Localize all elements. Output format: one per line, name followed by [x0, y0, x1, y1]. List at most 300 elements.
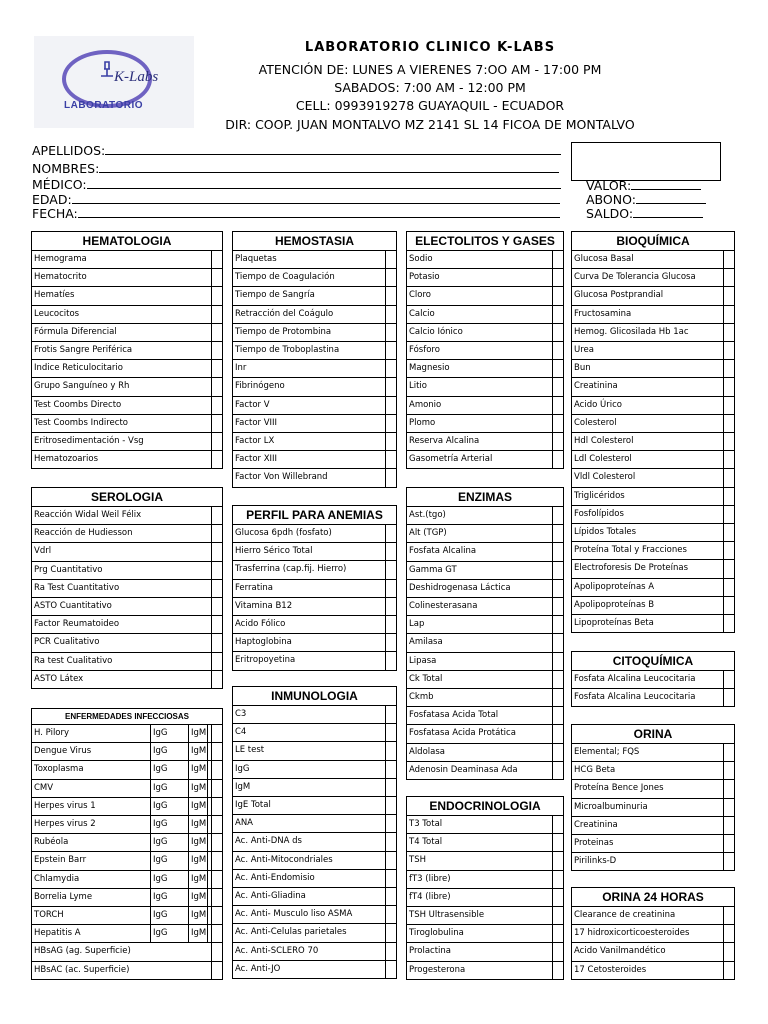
field-valor[interactable] [586, 178, 701, 193]
test-row-anemias[interactable] [232, 652, 397, 670]
test-checkbox[interactable] [723, 835, 734, 852]
test-checkbox[interactable] [723, 415, 734, 432]
test-row-serologia[interactable] [31, 562, 223, 580]
test-checkbox[interactable] [723, 817, 734, 834]
test-row-citoquimica[interactable] [571, 689, 735, 707]
test-row-orina[interactable] [571, 780, 735, 798]
test-row-electrolitos[interactable] [406, 378, 564, 396]
test-row-hematologia[interactable] [31, 342, 223, 360]
test-checkbox[interactable] [552, 653, 563, 670]
test-row-infecciosas[interactable] [31, 761, 223, 779]
test-row-orina24[interactable] [571, 925, 735, 943]
test-row-hemostasia[interactable] [232, 433, 397, 451]
test-checkbox[interactable] [723, 744, 734, 761]
test-row-endocrinologia[interactable] [406, 834, 564, 852]
test-row-infecciosas[interactable] [31, 852, 223, 870]
test-row-orina[interactable] [571, 744, 735, 762]
test-checkbox[interactable] [385, 269, 396, 286]
test-row-enzimas[interactable] [406, 707, 564, 725]
test-row-endocrinologia[interactable] [406, 907, 564, 925]
test-row-bioquimica[interactable] [571, 579, 735, 597]
test-row-orina[interactable] [571, 835, 735, 853]
test-checkbox[interactable] [723, 360, 734, 377]
test-row-enzimas[interactable] [406, 634, 564, 652]
test-checkbox[interactable] [211, 433, 222, 450]
test-row-inmunologia[interactable] [232, 852, 397, 870]
line-saldo[interactable] [633, 207, 703, 218]
test-row-orina[interactable] [571, 799, 735, 817]
test-row-bioquimica[interactable] [571, 397, 735, 415]
test-row-enzimas[interactable] [406, 598, 564, 616]
test-row-hemostasia[interactable] [232, 469, 397, 487]
test-checkbox[interactable] [211, 306, 222, 323]
test-row-anemias[interactable] [232, 634, 397, 652]
test-row-enzimas[interactable] [406, 507, 564, 525]
test-checkbox[interactable] [723, 962, 734, 979]
test-checkbox[interactable] [211, 634, 222, 651]
test-checkbox[interactable] [552, 871, 563, 888]
test-checkbox[interactable] [211, 671, 222, 688]
test-row-orina24[interactable] [571, 962, 735, 980]
test-row-inmunologia[interactable] [232, 924, 397, 942]
test-checkbox[interactable] [385, 324, 396, 341]
test-checkbox[interactable] [385, 378, 396, 395]
test-row-infecciosas[interactable] [31, 907, 223, 925]
test-checkbox[interactable] [552, 962, 563, 979]
test-row-bioquimica[interactable] [571, 433, 735, 451]
test-row-hematologia[interactable] [31, 397, 223, 415]
test-checkbox[interactable] [723, 560, 734, 577]
test-checkbox[interactable] [385, 852, 396, 869]
test-checkbox[interactable] [211, 580, 222, 597]
test-row-hemostasia[interactable] [232, 251, 397, 269]
test-checkbox[interactable] [723, 689, 734, 706]
test-checkbox[interactable] [723, 853, 734, 870]
test-checkbox[interactable] [552, 433, 563, 450]
test-row-anemias[interactable] [232, 525, 397, 543]
test-row-endocrinologia[interactable] [406, 852, 564, 870]
test-row-hematologia[interactable] [31, 287, 223, 305]
test-row-serologia[interactable] [31, 543, 223, 561]
test-row-enzimas[interactable] [406, 744, 564, 762]
test-row-inmunologia[interactable] [232, 761, 397, 779]
test-row-inmunologia[interactable] [232, 724, 397, 742]
test-row-inmunologia[interactable] [232, 742, 397, 760]
line-abono[interactable] [636, 193, 706, 204]
test-checkbox[interactable] [385, 833, 396, 850]
test-row-bioquimica[interactable] [571, 488, 735, 506]
test-checkbox[interactable] [552, 451, 563, 468]
test-checkbox[interactable] [723, 251, 734, 268]
test-checkbox[interactable] [211, 616, 222, 633]
test-checkbox[interactable] [211, 543, 222, 560]
test-row-anemias[interactable] [232, 561, 397, 579]
test-row-hemostasia[interactable] [232, 269, 397, 287]
test-checkbox[interactable] [385, 561, 396, 578]
test-checkbox[interactable] [552, 543, 563, 560]
test-checkbox[interactable] [723, 671, 734, 688]
test-row-inmunologia[interactable] [232, 888, 397, 906]
test-row-enzimas[interactable] [406, 671, 564, 689]
test-row-enzimas[interactable] [406, 562, 564, 580]
test-row-orina24[interactable] [571, 907, 735, 925]
test-row-electrolitos[interactable] [406, 287, 564, 305]
test-row-infecciosas[interactable] [31, 834, 223, 852]
line-edad[interactable] [72, 193, 560, 204]
test-checkbox[interactable] [385, 634, 396, 651]
field-abono[interactable] [586, 192, 706, 207]
field-fecha[interactable] [32, 206, 560, 221]
test-checkbox[interactable] [552, 816, 563, 833]
test-checkbox[interactable] [552, 525, 563, 542]
test-checkbox[interactable] [211, 925, 222, 942]
test-row-electrolitos[interactable] [406, 342, 564, 360]
test-checkbox[interactable] [723, 342, 734, 359]
test-checkbox[interactable] [552, 744, 563, 761]
test-row-hemostasia[interactable] [232, 324, 397, 342]
test-checkbox[interactable] [723, 287, 734, 304]
test-checkbox[interactable] [385, 924, 396, 941]
test-row-bioquimica[interactable] [571, 524, 735, 542]
test-row-bioquimica[interactable] [571, 306, 735, 324]
test-row-electrolitos[interactable] [406, 360, 564, 378]
line-medico[interactable] [87, 178, 561, 189]
test-checkbox[interactable] [211, 598, 222, 615]
test-row-bioquimica[interactable] [571, 269, 735, 287]
test-row-hemostasia[interactable] [232, 397, 397, 415]
test-checkbox[interactable] [723, 488, 734, 505]
test-row-enzimas[interactable] [406, 689, 564, 707]
test-row-hematologia[interactable] [31, 433, 223, 451]
test-row-bioquimica[interactable] [571, 287, 735, 305]
test-row-endocrinologia[interactable] [406, 925, 564, 943]
test-row-bioquimica[interactable] [571, 360, 735, 378]
test-row-hematologia[interactable] [31, 415, 223, 433]
test-checkbox[interactable] [723, 597, 734, 614]
test-row-infecciosas[interactable] [31, 780, 223, 798]
test-row-electrolitos[interactable] [406, 433, 564, 451]
field-nombres[interactable] [32, 161, 559, 176]
test-checkbox[interactable] [211, 907, 222, 924]
test-checkbox[interactable] [552, 634, 563, 651]
test-row-bioquimica[interactable] [571, 324, 735, 342]
test-checkbox[interactable] [211, 852, 222, 869]
test-checkbox[interactable] [211, 251, 222, 268]
test-checkbox[interactable] [723, 762, 734, 779]
test-row-hemostasia[interactable] [232, 306, 397, 324]
test-checkbox[interactable] [552, 852, 563, 869]
test-row-infecciosas-extra[interactable] [31, 943, 223, 961]
test-checkbox[interactable] [552, 415, 563, 432]
test-row-hemostasia[interactable] [232, 451, 397, 469]
test-row-bioquimica[interactable] [571, 597, 735, 615]
test-checkbox[interactable] [385, 251, 396, 268]
test-row-serologia[interactable] [31, 598, 223, 616]
test-row-bioquimica[interactable] [571, 506, 735, 524]
test-checkbox[interactable] [211, 943, 222, 960]
test-row-infecciosas[interactable] [31, 816, 223, 834]
test-row-infecciosas[interactable] [31, 889, 223, 907]
test-row-enzimas[interactable] [406, 762, 564, 780]
test-row-enzimas[interactable] [406, 580, 564, 598]
test-checkbox[interactable] [723, 615, 734, 632]
test-checkbox[interactable] [552, 943, 563, 960]
test-row-infecciosas[interactable] [31, 743, 223, 761]
test-checkbox[interactable] [723, 506, 734, 523]
test-checkbox[interactable] [385, 797, 396, 814]
test-checkbox[interactable] [723, 542, 734, 559]
test-checkbox[interactable] [552, 689, 563, 706]
test-row-electrolitos[interactable] [406, 251, 564, 269]
test-row-electrolitos[interactable] [406, 306, 564, 324]
test-row-endocrinologia[interactable] [406, 943, 564, 961]
test-checkbox[interactable] [385, 469, 396, 486]
test-row-orina[interactable] [571, 762, 735, 780]
test-checkbox[interactable] [723, 451, 734, 468]
test-checkbox[interactable] [385, 652, 396, 669]
test-checkbox[interactable] [552, 834, 563, 851]
test-row-infecciosas[interactable] [31, 725, 223, 743]
test-checkbox[interactable] [385, 451, 396, 468]
test-row-bioquimica[interactable] [571, 451, 735, 469]
test-row-orina24[interactable] [571, 943, 735, 961]
test-row-hematologia[interactable] [31, 378, 223, 396]
test-checkbox[interactable] [552, 306, 563, 323]
test-row-infecciosas[interactable] [31, 798, 223, 816]
test-checkbox[interactable] [385, 761, 396, 778]
test-row-bioquimica[interactable] [571, 415, 735, 433]
test-checkbox[interactable] [211, 562, 222, 579]
test-row-electrolitos[interactable] [406, 415, 564, 433]
test-row-bioquimica[interactable] [571, 615, 735, 633]
test-row-orina[interactable] [571, 853, 735, 871]
test-row-anemias[interactable] [232, 616, 397, 634]
test-checkbox[interactable] [552, 397, 563, 414]
test-checkbox[interactable] [723, 397, 734, 414]
test-checkbox[interactable] [211, 816, 222, 833]
test-checkbox[interactable] [385, 342, 396, 359]
test-row-serologia[interactable] [31, 671, 223, 689]
test-checkbox[interactable] [385, 306, 396, 323]
test-checkbox[interactable] [385, 706, 396, 723]
test-row-bioquimica[interactable] [571, 251, 735, 269]
test-row-anemias[interactable] [232, 543, 397, 561]
test-checkbox[interactable] [211, 360, 222, 377]
test-checkbox[interactable] [552, 925, 563, 942]
test-checkbox[interactable] [552, 251, 563, 268]
test-row-inmunologia[interactable] [232, 706, 397, 724]
test-checkbox[interactable] [211, 342, 222, 359]
test-checkbox[interactable] [211, 507, 222, 524]
test-checkbox[interactable] [552, 762, 563, 779]
test-row-serologia[interactable] [31, 507, 223, 525]
test-row-hematologia[interactable] [31, 269, 223, 287]
test-checkbox[interactable] [552, 324, 563, 341]
test-row-serologia[interactable] [31, 616, 223, 634]
field-apellidos[interactable] [32, 143, 561, 158]
test-row-hematologia[interactable] [31, 360, 223, 378]
test-row-inmunologia[interactable] [232, 870, 397, 888]
test-row-hemostasia[interactable] [232, 378, 397, 396]
test-checkbox[interactable] [552, 725, 563, 742]
test-checkbox[interactable] [723, 269, 734, 286]
test-row-infecciosas[interactable] [31, 925, 223, 943]
test-row-enzimas[interactable] [406, 525, 564, 543]
test-row-endocrinologia[interactable] [406, 962, 564, 980]
test-checkbox[interactable] [723, 943, 734, 960]
test-row-endocrinologia[interactable] [406, 871, 564, 889]
test-checkbox[interactable] [723, 433, 734, 450]
test-checkbox[interactable] [385, 397, 396, 414]
field-medico[interactable] [32, 177, 561, 192]
test-row-orina[interactable] [571, 817, 735, 835]
test-checkbox[interactable] [385, 616, 396, 633]
test-checkbox[interactable] [552, 616, 563, 633]
test-checkbox[interactable] [552, 580, 563, 597]
test-checkbox[interactable] [211, 780, 222, 797]
test-checkbox[interactable] [552, 360, 563, 377]
test-row-electrolitos[interactable] [406, 397, 564, 415]
test-checkbox[interactable] [211, 269, 222, 286]
test-checkbox[interactable] [211, 287, 222, 304]
test-checkbox[interactable] [385, 580, 396, 597]
test-checkbox[interactable] [211, 725, 222, 742]
line-fecha[interactable] [78, 207, 560, 218]
test-checkbox[interactable] [723, 907, 734, 924]
test-checkbox[interactable] [552, 907, 563, 924]
test-checkbox[interactable] [385, 742, 396, 759]
test-checkbox[interactable] [552, 507, 563, 524]
test-checkbox[interactable] [385, 433, 396, 450]
test-row-serologia[interactable] [31, 634, 223, 652]
test-checkbox[interactable] [723, 524, 734, 541]
test-row-endocrinologia[interactable] [406, 816, 564, 834]
test-checkbox[interactable] [385, 815, 396, 832]
test-row-serologia[interactable] [31, 653, 223, 671]
field-saldo[interactable] [586, 206, 703, 221]
test-row-electrolitos[interactable] [406, 324, 564, 342]
test-row-infecciosas[interactable] [31, 871, 223, 889]
test-row-inmunologia[interactable] [232, 779, 397, 797]
test-checkbox[interactable] [723, 579, 734, 596]
test-checkbox[interactable] [552, 562, 563, 579]
test-row-inmunologia[interactable] [232, 797, 397, 815]
test-checkbox[interactable] [211, 761, 222, 778]
test-checkbox[interactable] [385, 870, 396, 887]
test-checkbox[interactable] [211, 743, 222, 760]
test-checkbox[interactable] [211, 798, 222, 815]
test-checkbox[interactable] [723, 378, 734, 395]
test-checkbox[interactable] [552, 889, 563, 906]
line-nombres[interactable] [99, 162, 559, 173]
test-row-inmunologia[interactable] [232, 815, 397, 833]
test-row-anemias[interactable] [232, 580, 397, 598]
test-row-bioquimica[interactable] [571, 342, 735, 360]
test-checkbox[interactable] [552, 598, 563, 615]
test-checkbox[interactable] [211, 397, 222, 414]
stamp-box[interactable] [571, 142, 721, 181]
test-row-hematologia[interactable] [31, 251, 223, 269]
test-checkbox[interactable] [552, 342, 563, 359]
test-checkbox[interactable] [385, 779, 396, 796]
test-checkbox[interactable] [385, 724, 396, 741]
test-checkbox[interactable] [385, 287, 396, 304]
test-checkbox[interactable] [385, 961, 396, 978]
test-checkbox[interactable] [211, 378, 222, 395]
test-row-inmunologia[interactable] [232, 961, 397, 979]
test-checkbox[interactable] [211, 889, 222, 906]
test-checkbox[interactable] [211, 451, 222, 468]
test-row-inmunologia[interactable] [232, 906, 397, 924]
test-checkbox[interactable] [211, 962, 222, 979]
test-row-enzimas[interactable] [406, 725, 564, 743]
test-row-hematologia[interactable] [31, 306, 223, 324]
test-checkbox[interactable] [552, 671, 563, 688]
test-checkbox[interactable] [723, 925, 734, 942]
test-checkbox[interactable] [552, 707, 563, 724]
test-row-bioquimica[interactable] [571, 542, 735, 560]
test-checkbox[interactable] [385, 543, 396, 560]
test-row-anemias[interactable] [232, 598, 397, 616]
test-row-inmunologia[interactable] [232, 833, 397, 851]
test-checkbox[interactable] [385, 525, 396, 542]
test-checkbox[interactable] [723, 324, 734, 341]
test-row-hemostasia[interactable] [232, 287, 397, 305]
test-checkbox[interactable] [385, 415, 396, 432]
test-checkbox[interactable] [552, 287, 563, 304]
test-checkbox[interactable] [211, 415, 222, 432]
test-row-serologia[interactable] [31, 525, 223, 543]
test-row-electrolitos[interactable] [406, 269, 564, 287]
test-row-bioquimica[interactable] [571, 469, 735, 487]
test-row-hemostasia[interactable] [232, 360, 397, 378]
test-row-hemostasia[interactable] [232, 415, 397, 433]
test-checkbox[interactable] [211, 324, 222, 341]
line-valor[interactable] [631, 179, 701, 190]
test-checkbox[interactable] [211, 834, 222, 851]
test-row-enzimas[interactable] [406, 543, 564, 561]
test-row-serologia[interactable] [31, 580, 223, 598]
test-checkbox[interactable] [723, 799, 734, 816]
test-row-electrolitos[interactable] [406, 451, 564, 469]
test-checkbox[interactable] [385, 943, 396, 960]
test-row-hemostasia[interactable] [232, 342, 397, 360]
test-row-hematologia[interactable] [31, 324, 223, 342]
test-checkbox[interactable] [211, 525, 222, 542]
test-row-endocrinologia[interactable] [406, 889, 564, 907]
test-checkbox[interactable] [723, 780, 734, 797]
test-row-bioquimica[interactable] [571, 560, 735, 578]
test-row-infecciosas-extra[interactable] [31, 962, 223, 980]
test-row-inmunologia[interactable] [232, 943, 397, 961]
test-checkbox[interactable] [385, 888, 396, 905]
test-checkbox[interactable] [552, 269, 563, 286]
test-checkbox[interactable] [385, 360, 396, 377]
test-row-bioquimica[interactable] [571, 378, 735, 396]
test-row-enzimas[interactable] [406, 653, 564, 671]
test-row-citoquimica[interactable] [571, 671, 735, 689]
test-checkbox[interactable] [211, 653, 222, 670]
test-checkbox[interactable] [385, 598, 396, 615]
test-checkbox[interactable] [552, 378, 563, 395]
test-checkbox[interactable] [211, 871, 222, 888]
field-edad[interactable] [32, 192, 560, 207]
test-row-enzimas[interactable] [406, 616, 564, 634]
test-checkbox[interactable] [385, 906, 396, 923]
test-checkbox[interactable] [723, 306, 734, 323]
test-checkbox[interactable] [723, 469, 734, 486]
test-row-hematologia[interactable] [31, 451, 223, 469]
